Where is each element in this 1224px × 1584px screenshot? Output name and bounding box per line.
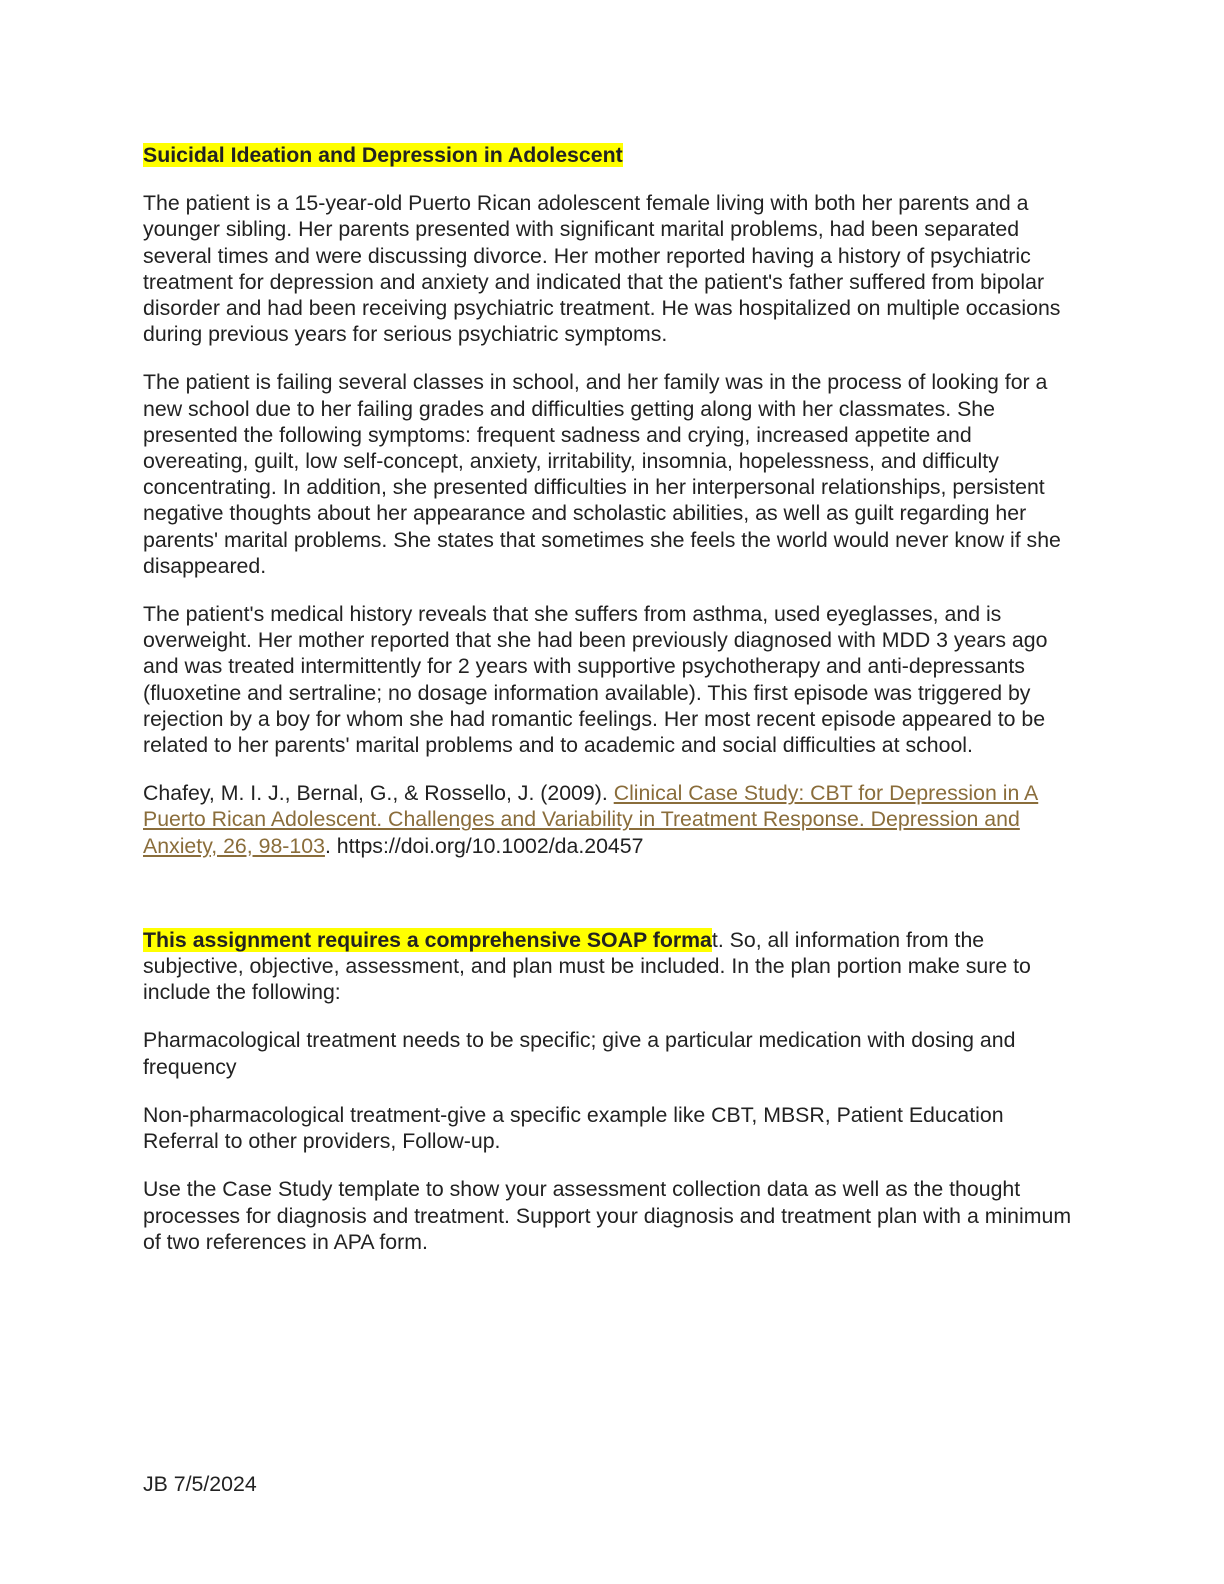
reference	[143, 780, 1073, 859]
case-paragraph-3: The patient's medical history reveals that she suffers from asthma, used eyeglasses, and is overweight. Her mother reported that she had been previously diagnosed with MDD 3 years ago and was treated intermittently for 2 years with supportive psychotherapy and anti-depressants (fluoxetine and sertraline; no dosage information available). This first episode was triggered by rejection by a boy for whom she had romantic feelings. Her most recent episode appeared to be related to her parents' marital problems and to academic and social difficulties at school.	[143, 602, 1048, 758]
assignment-item-pharmacological: Pharmacological treatment needs to be specific; give a particular medication with dosing and frequency	[143, 1028, 1016, 1079]
title-highlight: Suicidal Ideation and Depression in Adolescent	[143, 143, 623, 167]
assignment-rest: t. So, all information from the subjective, objective, assessment, and plan must be included. In the plan portion make sure to include the following:	[143, 927, 1031, 1005]
document-body	[143, 142, 1073, 1277]
assignment-intro	[143, 927, 1073, 1006]
assignment-highlight: This assignment requires a comprehensive SOAP forma	[143, 927, 712, 952]
assignment-item-non-pharmacological: Non-pharmacological treatment-give a specific example like CBT, MBSR, Patient Education Referral to other providers, Follow-up.	[143, 1102, 1004, 1154]
document-title	[143, 142, 1073, 168]
assignment-item-template: Use the Case Study template to show your assessment collection data as well as the thought processes for diagnosis and treatment. Support your diagnosis and treatment plan with a minimum of two references in APA form.	[143, 1177, 1072, 1254]
case-paragraph-1: The patient is a 15-year-old Puerto Rican adolescent female living with both her parents and a younger sibling. Her parents presented with significant marital problems, had been separated several times and were discussing divorce. Her mother reported having a history of psychiatric treatment for depression and anxiety and indicated that the patient's father suffered from bipolar disorder and had been receiving psychiatric treatment. He was hospitalized on multiple occasions during previous years for serious psychiatric symptoms.	[143, 191, 1061, 347]
footer-initials-date: JB 7/5/2024	[143, 1472, 257, 1496]
case-paragraph-2: The patient is failing several classes in school, and her family was in the process of looking for a new school due to her failing grades and difficulties getting along with her classmates. She presented the following symptoms: frequent sadness and crying, increased appetite and overeating, guilt, low self-concept, anxiety, irritability, insomnia, hopelessness, and difficulty concentrating. In addition, she presented difficulties in her interpersonal relationships, persistent negative thoughts about her appearance and scholastic abilities, as well as guilt regarding her parents' marital problems. She states that sometimes she feels the world would never know if she disappeared.	[143, 370, 1061, 578]
reference-authors: Chafey, M. I. J., Bernal, G., & Rossello, J. (2009).	[143, 781, 614, 806]
reference-doi: . https://doi.org/10.1002/da.20457	[324, 833, 644, 858]
reference-link[interactable]: Clinical Case Study: CBT for Depression in A Puerto Rican Adolescent. Challenges and Variability in Treatment Response. Depression and Anxiety, 26, 98-103	[143, 781, 1039, 858]
